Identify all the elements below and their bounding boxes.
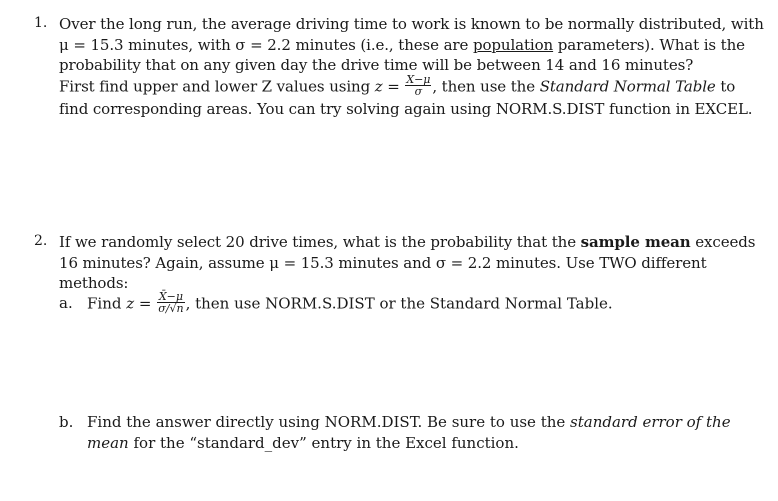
standard-normal-table-text: Standard Normal Table — [539, 77, 716, 95]
q1-line-5: find corresponding areas. You can try solving again using NORM.S.DIST function in EXCEL. — [59, 99, 753, 118]
part-b-text: Find the answer directly using NORM.DIST. Be sure to use the standard error of the mean for the “standard_dev” entry in the Excel function. — [87, 413, 731, 452]
z-formula-denominator: σ — [414, 84, 423, 98]
q1-line-1: Over the long run, the average driving time to work is known to be normally distributed, with — [59, 15, 764, 33]
q1-line-3: probability that on any given day the drive time will be between 14 and 16 minutes? — [59, 56, 694, 74]
z-variable-a: z — [126, 294, 135, 313]
population-word: population — [472, 35, 554, 54]
q2-line-3: methods: — [59, 274, 129, 292]
question-1-text — [59, 14, 764, 119]
mean-text: mean — [87, 433, 129, 452]
q2-line-2: 16 minutes? Again, assume μ = 15.3 minutes and σ = 2.2 minutes. Use TWO different — [59, 253, 707, 272]
question-2-number: 2. — [34, 233, 48, 249]
q1-line-2: μ = 15.3 minutes, with σ = 2.2 minutes (i.e., these are population parameters). What is the — [59, 35, 745, 54]
sample-mean-text: sample mean — [580, 233, 691, 251]
part-a-text: Find z = $\frac{X̄-\mu}{\sigma/√n}$ , then use NORM.S.DIST or the Standard Normal Table. — [87, 290, 613, 315]
question-2-text — [59, 232, 756, 294]
part-b-label: b. — [59, 413, 74, 431]
z-mean-formula-fraction — [157, 291, 184, 314]
z-formula-fraction — [405, 74, 431, 97]
z-variable: z — [374, 77, 383, 95]
z-mean-formula-numerator: X̄−μ — [158, 290, 184, 303]
part-a-label: a. — [59, 294, 73, 312]
q2-line-1: If we randomly select 20 drive times, what is the probability that the sample mean exceeds — [59, 233, 756, 251]
z-formula-numerator: X−μ — [406, 72, 431, 86]
z-mean-formula-denominator: σ/√n — [158, 302, 184, 315]
standard-error-text: standard error of the — [570, 413, 731, 431]
q1-line-4: First find upper and lower Z values using z = $\frac{X-\mu}{\sigma}$ , then use the Standard Normal Table to — [59, 72, 736, 98]
question-1-number: 1. — [34, 15, 48, 31]
